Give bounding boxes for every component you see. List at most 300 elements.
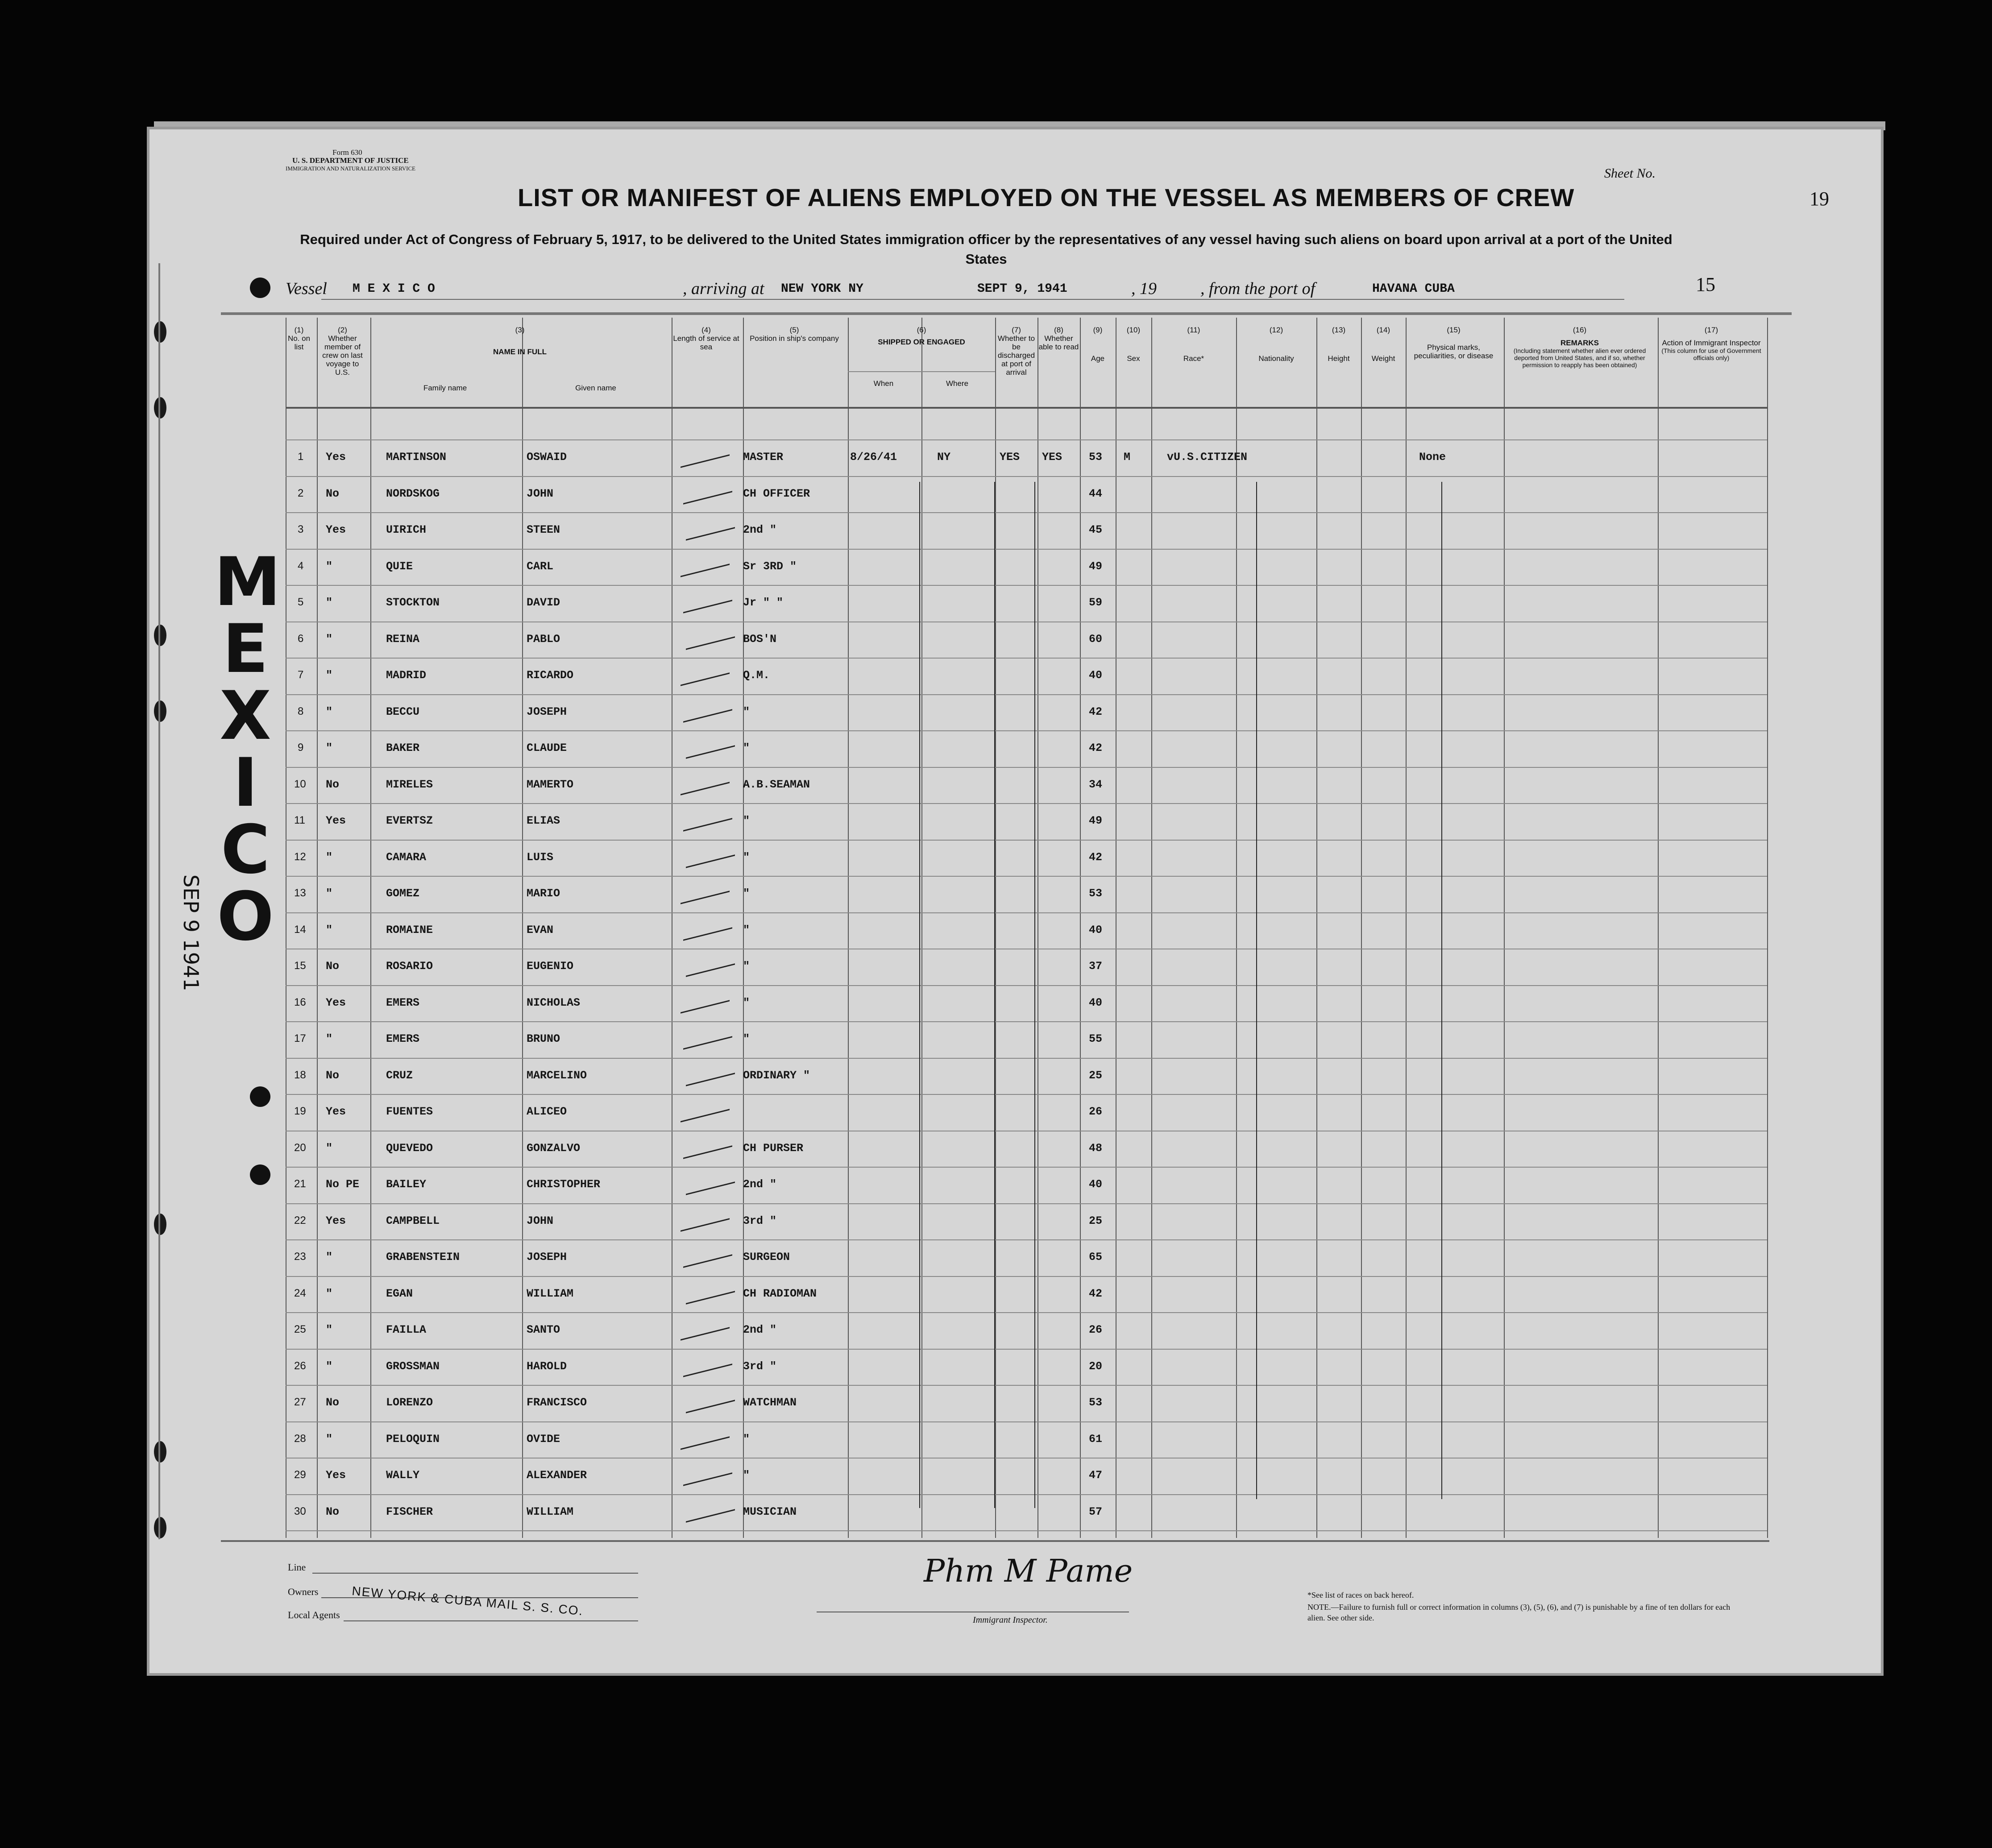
table-row [0, 1313, 1992, 1350]
line-underline [312, 1573, 638, 1574]
row-given-name: MAMERTO [527, 778, 574, 791]
service-check-mark [686, 1494, 735, 1522]
row-position: MASTER [743, 451, 784, 464]
row-number: 5 [298, 596, 304, 608]
row-position: MUSICIAN [743, 1505, 797, 1518]
row-given-name: RICARDO [527, 669, 574, 682]
row-position: " [743, 887, 750, 900]
row-family-name: WALLY [386, 1469, 420, 1482]
owners-label: Owners [288, 1586, 319, 1597]
row-position: 2nd " [743, 523, 777, 536]
row-age: 48 [1089, 1141, 1103, 1155]
row-age: 25 [1089, 1069, 1103, 1082]
service-check-mark [683, 803, 732, 831]
col-name: (3) NAME IN FULL [493, 326, 547, 356]
row-last-voyage: No PE [326, 1178, 360, 1191]
row-position: BOS'N [743, 632, 777, 646]
row-family-name: BAILEY [386, 1178, 427, 1191]
row-given-name: EVAN [527, 923, 554, 936]
row-age: 61 [1089, 1432, 1103, 1446]
row-family-name: EVERTSZ [386, 814, 433, 827]
row-family-name: REINA [386, 632, 420, 646]
row-given-name: PABLO [527, 632, 560, 646]
service-check-mark [683, 1130, 732, 1159]
row-number: 24 [294, 1287, 306, 1299]
row-last-voyage: Yes [326, 1469, 346, 1482]
ditto-stroke [919, 482, 920, 1508]
table-row [0, 1095, 1992, 1131]
row-family-name: FISCHER [386, 1505, 433, 1518]
row-family-name: MIRELES [386, 778, 433, 791]
row-given-name: ALICEO [527, 1105, 567, 1118]
table-row [0, 1241, 1992, 1277]
row-number: 26 [294, 1359, 306, 1372]
service-check-mark [681, 1203, 730, 1231]
row-age: 59 [1089, 596, 1103, 609]
row-last-voyage: " [326, 923, 333, 936]
row-last-voyage: " [326, 559, 333, 573]
table-row [0, 1205, 1992, 1241]
sheet-stack-edge [154, 121, 1885, 130]
col-age: (9) Age [1091, 326, 1105, 363]
table-row-rule [286, 439, 1767, 440]
row-position: SURGEON [743, 1251, 790, 1264]
service-check-mark [686, 1057, 735, 1086]
vessel-underline [321, 299, 1624, 300]
service-name: IMMIGRATION AND NATURALIZATION SERVICE [286, 165, 416, 172]
row-family-name: STOCKTON [386, 596, 440, 609]
table-row [0, 986, 1992, 1023]
row-family-name: GRABENSTEIN [386, 1251, 460, 1264]
row-age: 20 [1089, 1359, 1103, 1373]
col-height: (13) Height [1328, 326, 1350, 363]
row-position: A.B.SEAMAN [743, 778, 810, 791]
row-position: Q.M. [743, 669, 770, 682]
row-number: 8 [298, 705, 304, 717]
row-number: 23 [294, 1251, 306, 1263]
row-given-name: EUGENIO [527, 960, 574, 973]
service-check-mark [681, 875, 730, 904]
row-family-name: PELOQUIN [386, 1432, 440, 1446]
service-check-mark [686, 839, 735, 868]
row-given-name: BRUNO [527, 1032, 560, 1045]
col-service-length: (4) Length of service at sea [673, 326, 739, 351]
margin-date-stamp: SEP 9 1941 [179, 874, 203, 991]
row-given-name: CHRISTOPHER [527, 1178, 601, 1191]
row-age: 40 [1089, 669, 1103, 682]
agents-underline [344, 1620, 638, 1621]
inspector-signature: Phm M Pame [924, 1553, 1133, 1589]
table-row [0, 1386, 1992, 1422]
service-check-mark [683, 1239, 732, 1268]
row-physical-marks: None [1419, 451, 1446, 464]
sheet-number-label: Sheet No. [1604, 166, 1656, 181]
row-number: 18 [294, 1069, 306, 1081]
row-last-voyage: Yes [326, 451, 346, 464]
table-row [0, 696, 1992, 732]
row-position: " [743, 923, 750, 936]
col-remarks: (16) REMARKS (Including statement whether alien ever ordered deported from United States, and if so, whether permission to reapply has been obtained) [1513, 326, 1646, 369]
ditto-stroke [1441, 482, 1442, 1499]
row-given-name: DAVID [527, 596, 560, 609]
row-discharged: YES [1000, 451, 1020, 464]
row-last-voyage: " [326, 1323, 333, 1336]
row-given-name: ALEXANDER [527, 1469, 587, 1482]
page-subtitle: Required under Act of Congress of February 5, 1917, to be delivered to the United States immigration officer by the representatives of any vessel having such aliens on board upon arrival at a port of the United States [300, 232, 1672, 267]
vessel-name: M E X I C O [353, 282, 435, 296]
agents-label: Local Agents [288, 1609, 340, 1620]
row-last-voyage: " [326, 1251, 333, 1264]
row-position: Sr 3RD " [743, 559, 797, 573]
shipped-subheader-rule [848, 371, 995, 372]
row-number: 9 [298, 742, 304, 754]
row-family-name: EMERS [386, 1032, 420, 1045]
row-family-name: LORENZO [386, 1396, 433, 1409]
row-sex: M [1124, 451, 1131, 464]
row-given-name: MARCELINO [527, 1069, 587, 1082]
service-check-mark [686, 730, 735, 758]
row-position: 2nd " [743, 1323, 777, 1336]
table-row [0, 550, 1992, 586]
row-age: 40 [1089, 923, 1103, 936]
row-given-name: OVIDE [527, 1432, 560, 1446]
races-note: *See list of races on back hereof. [1307, 1591, 1414, 1599]
table-row [0, 1496, 1992, 1532]
row-number: 29 [294, 1469, 306, 1481]
col-inspector: (17) Action of Immigrant Inspector (This column for use of Government officials only) [1661, 326, 1761, 361]
row-shipped-when: 8/26/41 [850, 451, 897, 464]
table-row [0, 1023, 1992, 1059]
service-check-mark [686, 512, 735, 540]
row-age: 40 [1089, 1178, 1103, 1191]
service-check-mark [681, 1312, 730, 1340]
table-row [0, 477, 1992, 514]
row-number: 22 [294, 1214, 306, 1226]
service-check-mark [683, 1021, 732, 1049]
row-last-voyage: " [326, 1432, 333, 1446]
row-age: 34 [1089, 778, 1103, 791]
col-physical: (15) Physical marks, peculiarities, or disease [1414, 326, 1494, 360]
row-position: " [743, 742, 750, 754]
row-age: 53 [1089, 887, 1103, 900]
row-given-name: JOSEPH [527, 705, 567, 718]
row-position: " [743, 1032, 750, 1045]
table-row [0, 586, 1992, 622]
row-last-voyage: No [326, 778, 340, 791]
service-check-mark [681, 548, 730, 577]
row-number: 3 [298, 523, 304, 535]
col-no: (1) No. on list [287, 326, 311, 351]
row-number: 4 [298, 559, 304, 572]
row-last-voyage: " [326, 1287, 333, 1300]
row-family-name: NORDSKOG [386, 487, 440, 500]
row-age: 60 [1089, 632, 1103, 646]
service-check-mark [681, 1421, 730, 1450]
inspector-label: Immigrant Inspector. [973, 1615, 1048, 1625]
row-number: 21 [294, 1178, 306, 1190]
row-number: 25 [294, 1323, 306, 1335]
table-header-rule [286, 407, 1767, 409]
arrival-port: NEW YORK NY [781, 282, 863, 296]
row-position: WATCHMAN [743, 1396, 797, 1409]
row-number: 27 [294, 1396, 306, 1408]
row-position: " [743, 996, 750, 1009]
table-row [0, 441, 1992, 477]
col-when: When [873, 379, 894, 388]
row-race-nationality: vU.S.CITIZEN [1167, 451, 1248, 464]
service-check-mark [686, 1276, 735, 1304]
row-given-name: SANTO [527, 1323, 560, 1336]
row-number: 16 [294, 996, 306, 1008]
row-given-name: CARL [527, 559, 554, 573]
row-age: 49 [1089, 559, 1103, 573]
row-family-name: EGAN [386, 1287, 413, 1300]
table-row [0, 623, 1992, 659]
row-age: 57 [1089, 1505, 1103, 1518]
table-row [0, 1350, 1992, 1386]
row-family-name: MARTINSON [386, 451, 447, 464]
table-row [0, 514, 1992, 550]
row-number: 30 [294, 1505, 306, 1517]
row-number: 2 [298, 487, 304, 499]
service-check-mark [683, 476, 732, 504]
row-given-name: MARIO [527, 887, 560, 900]
row-last-voyage: Yes [326, 996, 346, 1009]
row-number: 20 [294, 1141, 306, 1154]
row-position: " [743, 705, 750, 718]
row-given-name: NICHOLAS [527, 996, 581, 1009]
col-weight: (14) Weight [1371, 326, 1395, 363]
row-family-name: ROMAINE [386, 923, 433, 936]
table-row [0, 1423, 1992, 1459]
row-given-name: OSWAID [527, 451, 567, 464]
row-age: 42 [1089, 1287, 1103, 1300]
row-age: 26 [1089, 1105, 1103, 1118]
row-family-name: BAKER [386, 742, 420, 754]
row-last-voyage: No [326, 487, 340, 500]
row-number: 17 [294, 1032, 306, 1044]
row-position: CH OFFICER [743, 487, 810, 500]
row-given-name: FRANCISCO [527, 1396, 587, 1409]
row-age: 49 [1089, 814, 1103, 827]
row-given-name: GONZALVO [527, 1141, 581, 1155]
row-age: 25 [1089, 1214, 1103, 1227]
row-family-name: EMERS [386, 996, 420, 1009]
row-given-name: WILLIAM [527, 1287, 574, 1300]
row-family-name: GROSSMAN [386, 1359, 440, 1373]
service-check-mark [681, 767, 730, 795]
row-last-voyage: " [326, 1359, 333, 1373]
row-shipped-where: NY [937, 451, 951, 464]
row-age: 44 [1089, 487, 1103, 500]
service-check-mark [683, 912, 732, 941]
service-check-mark [686, 1166, 735, 1195]
ditto-stroke [994, 482, 995, 1508]
table-row [0, 877, 1992, 913]
row-last-voyage: " [326, 850, 333, 864]
row-given-name: JOSEPH [527, 1251, 567, 1264]
year-prefix: , 19 [1131, 279, 1157, 298]
col-position: (5) Position in ship's company [750, 326, 839, 343]
row-age: 40 [1089, 996, 1103, 1009]
row-last-voyage: " [326, 742, 333, 754]
service-check-mark [683, 584, 732, 613]
row-last-voyage: " [326, 632, 333, 646]
ditto-stroke [1034, 482, 1035, 1508]
row-position: " [743, 960, 750, 973]
row-given-name: HAROLD [527, 1359, 567, 1373]
row-given-name: LUIS [527, 850, 554, 864]
row-number: 1 [298, 451, 304, 463]
row-age: 53 [1089, 451, 1103, 464]
row-last-voyage: Yes [326, 814, 346, 827]
from-port-label: , from the port of [1200, 279, 1316, 298]
table-row [0, 1459, 1992, 1495]
row-position: Jr " " [743, 596, 784, 609]
row-number: 28 [294, 1432, 306, 1445]
row-position: " [743, 1432, 750, 1446]
service-check-mark [681, 657, 730, 686]
row-number: 13 [294, 887, 306, 899]
row-able-to-read: YES [1042, 451, 1062, 464]
row-age: 53 [1089, 1396, 1103, 1409]
departure-port: HAVANA CUBA [1372, 282, 1455, 296]
service-check-mark [683, 694, 732, 722]
row-family-name: CRUZ [386, 1069, 413, 1082]
table-row [0, 841, 1992, 877]
form-number: Form 630 [332, 148, 362, 157]
row-age: 42 [1089, 742, 1103, 754]
row-family-name: QUIE [386, 559, 413, 573]
row-last-voyage: No [326, 1069, 340, 1082]
row-given-name: JOHN [527, 487, 554, 500]
ditto-stroke [1256, 482, 1257, 1499]
row-given-name: CLAUDE [527, 742, 567, 754]
col-sex: (10) Sex [1126, 326, 1141, 363]
row-age: 42 [1089, 705, 1103, 718]
row-last-voyage: Yes [326, 1214, 346, 1227]
table-row [0, 732, 1992, 768]
footer-rule [221, 1540, 1769, 1542]
table-row [0, 914, 1992, 950]
row-position: " [743, 850, 750, 864]
row-family-name: QUEVEDO [386, 1141, 433, 1155]
table-row [0, 950, 1992, 986]
row-position: CH RADIOMAN [743, 1287, 817, 1300]
punch-dot [250, 278, 270, 298]
col-where: Where [946, 379, 969, 388]
row-number: 6 [298, 632, 304, 645]
row-number: 14 [294, 923, 306, 936]
row-family-name: BECCU [386, 705, 420, 718]
line-label: Line [288, 1562, 306, 1573]
row-family-name: ROSARIO [386, 960, 433, 973]
row-last-voyage: Yes [326, 523, 346, 536]
row-last-voyage: " [326, 1141, 333, 1155]
row-last-voyage: No [326, 1396, 340, 1409]
row-position: 3rd " [743, 1359, 777, 1373]
row-last-voyage: " [326, 1032, 333, 1045]
row-given-name: ELIAS [527, 814, 560, 827]
row-age: 26 [1089, 1323, 1103, 1336]
margin-ship-name: MEXICO [214, 543, 281, 956]
table-row [0, 1059, 1992, 1095]
row-age: 47 [1089, 1469, 1103, 1482]
page-title: LIST OR MANIFEST OF ALIENS EMPLOYED ON THE VESSEL AS MEMBERS OF CREW [518, 183, 1575, 211]
company-stamp: NEW YORK & CUBA MAIL S. S. CO. [351, 1584, 584, 1618]
row-family-name: CAMARA [386, 850, 427, 864]
row-age: 42 [1089, 850, 1103, 864]
page-number-secondary: 15 [1696, 273, 1715, 295]
row-position: 3rd " [743, 1214, 777, 1227]
row-family-name: CAMPBELL [386, 1214, 440, 1227]
row-age: 65 [1089, 1251, 1103, 1264]
row-last-voyage: " [326, 705, 333, 718]
col-race: (11) Race* [1183, 326, 1204, 363]
department-name: U. S. DEPARTMENT OF JUSTICE [292, 156, 409, 165]
row-given-name: WILLIAM [527, 1505, 574, 1518]
row-family-name: UIRICH [386, 523, 427, 536]
table-row [0, 804, 1992, 841]
row-last-voyage: " [326, 596, 333, 609]
row-last-voyage: " [326, 669, 333, 682]
col-last-voyage: (2) Whether member of crew on last voyage to U.S. [322, 326, 363, 377]
row-family-name: GOMEZ [386, 887, 420, 900]
col-read: (8) Whether able to read [1038, 326, 1079, 351]
row-last-voyage: " [326, 887, 333, 900]
header-rule [221, 312, 1792, 315]
service-check-mark [686, 621, 735, 650]
row-age: 45 [1089, 523, 1103, 536]
arrival-date: SEPT 9, 1941 [977, 282, 1067, 296]
service-check-mark [686, 948, 735, 977]
row-number: 15 [294, 960, 306, 972]
row-family-name: FUENTES [386, 1105, 433, 1118]
table-row [0, 1168, 1992, 1204]
row-position: " [743, 1469, 750, 1482]
service-check-mark [686, 1384, 735, 1413]
row-given-name: STEEN [527, 523, 560, 536]
col-discharged: (7) Whether to be discharged at port of arrival [997, 326, 1035, 377]
service-check-mark [683, 1457, 732, 1486]
col-family-name: Family name [423, 384, 467, 392]
row-last-voyage: No [326, 1505, 340, 1518]
table-row [0, 659, 1992, 695]
row-number: 12 [294, 850, 306, 863]
row-number: 11 [294, 814, 305, 826]
page-number: 19 [1809, 188, 1829, 210]
service-check-mark [681, 985, 730, 1013]
service-check-mark [681, 439, 730, 468]
row-number: 10 [294, 778, 306, 790]
row-last-voyage: Yes [326, 1105, 346, 1118]
service-check-mark [683, 1348, 732, 1377]
vessel-label: Vessel [286, 279, 327, 298]
table-row [0, 768, 1992, 804]
col-shipped: (6) SHIPPED OR ENGAGED [878, 326, 965, 346]
table-row [0, 1132, 1992, 1168]
row-position: 2nd " [743, 1178, 777, 1191]
arriving-label: , arriving at [683, 279, 764, 298]
row-age: 55 [1089, 1032, 1103, 1045]
row-position: CH PURSER [743, 1141, 804, 1155]
row-number: 7 [298, 669, 304, 681]
row-family-name: MADRID [386, 669, 427, 682]
table-row [0, 1277, 1992, 1313]
row-family-name: FAILLA [386, 1323, 427, 1336]
row-position: ORDINARY " [743, 1069, 810, 1082]
penalty-note: NOTE.—Failure to furnish full or correct information in columns (3), (5), (6), and (7) is punishable by a fine of ten dollars for each alien. See other side. [1307, 1603, 1731, 1622]
